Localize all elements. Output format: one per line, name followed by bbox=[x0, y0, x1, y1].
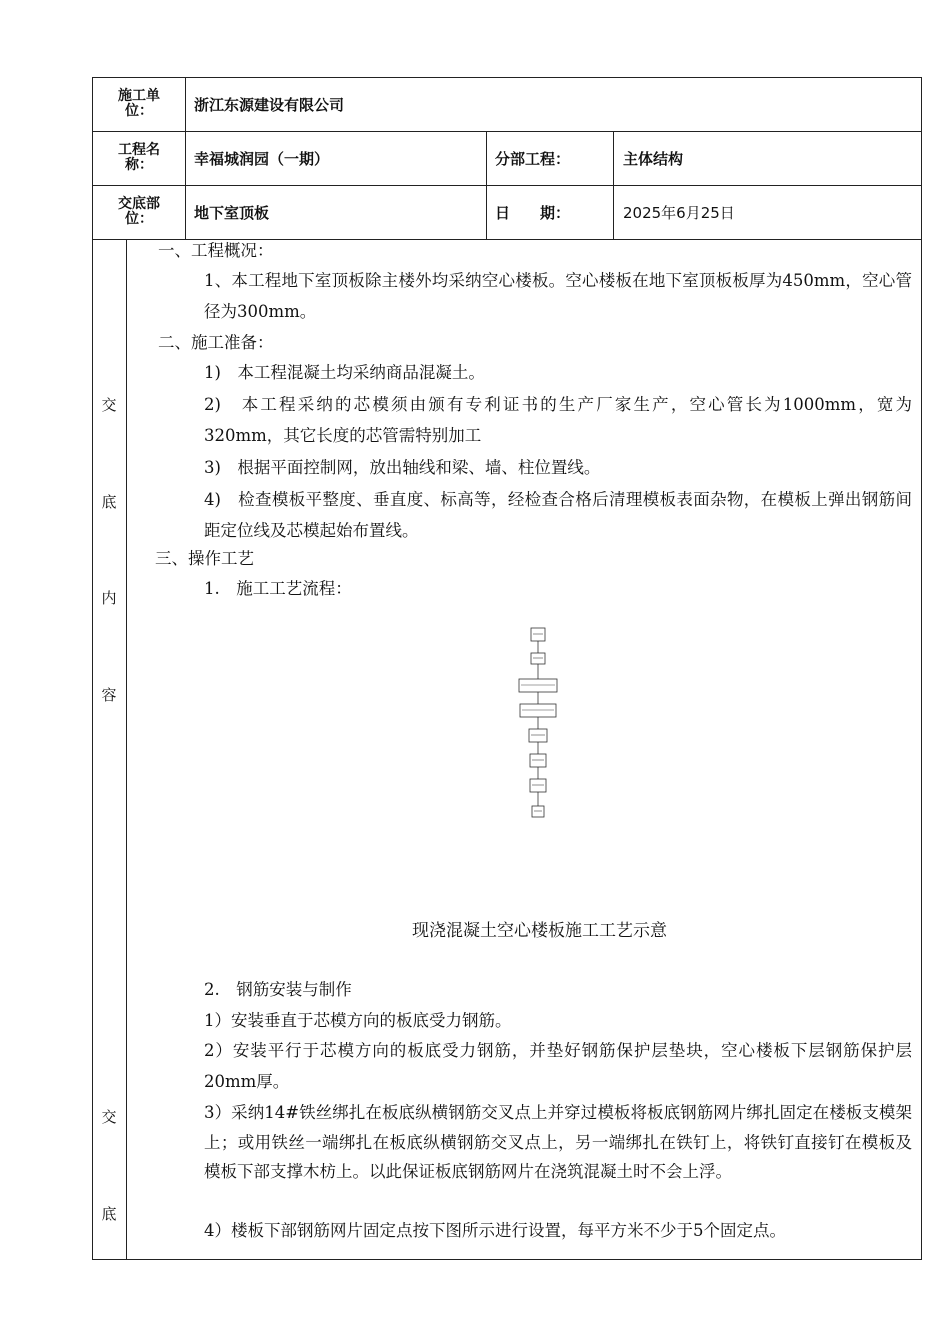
list-item: 2）安装平行于芯模方向的板底受力钢筋，并垫好钢筋保护层垫块，空心楼板下层钢筋保护层20mm厚。 bbox=[204, 1041, 912, 1091]
section-title: 三、操作工艺 bbox=[155, 549, 254, 568]
section-title: 二、施工准备： bbox=[158, 333, 274, 352]
list-item: 3) 根据平面控制网，放出轴线和梁、墙、柱位置线。 bbox=[204, 458, 601, 477]
list-item: 4）楼板下部钢筋网片固定点按下图所示进行设置，每平方米不少于5个固定点。 bbox=[204, 1221, 786, 1240]
side-label: 交 bbox=[101, 396, 117, 414]
project-value: 幸福城润园（一期） bbox=[194, 149, 330, 168]
division-value: 主体结构 bbox=[623, 149, 684, 168]
list-item: 3）采纳14#铁丝绑扎在板底纵横钢筋交叉点上并穿过模板将板底钢筋网片绑扎固定在楼板支模架上；或用铁丝一端绑扎在板底纵横钢筋交叉点上，另一端绑扎在铁钉上，将铁钉直接钉在模板及模板下部支撑木枋上。以此保证板底钢筋网片在浇筑混凝土时不会上浮。 bbox=[204, 1103, 912, 1181]
project-label: 工程名称： bbox=[118, 142, 160, 173]
side-label: 内 bbox=[101, 589, 117, 607]
flowchart-caption: 现浇混凝土空心楼板施工工艺示意 bbox=[412, 921, 667, 941]
paragraph: 1、本工程地下室顶板除主楼外均采纳空心楼板。空心楼板在地下室顶板板厚为450mm，空心管径为300mm。 bbox=[204, 271, 912, 321]
date-value: 2025年6月25日 bbox=[623, 203, 735, 222]
side-label: 容 bbox=[101, 686, 117, 704]
date-label: 日 期： bbox=[495, 203, 571, 222]
part-label: 交底部位： bbox=[118, 196, 160, 227]
unit-value: 浙江东源建设有限公司 bbox=[194, 95, 345, 114]
list-item: 1) 本工程混凝土均采纳商品混凝土。 bbox=[204, 363, 485, 382]
list-item: 2) 本工程采纳的芯模须由颁有专利证书的生产厂家生产，空心管长为1000mm，宽为320mm，其它长度的芯管需特别加工 bbox=[204, 395, 912, 445]
unit-label: 施工单位： bbox=[118, 88, 160, 119]
list-item: 4) 检查模板平整度、垂直度、标高等，经检查合格后清理模板表面杂物，在模板上弹出钢筋间距定位线及芯模起始布置线。 bbox=[204, 490, 912, 540]
side-label: 交 bbox=[101, 1108, 117, 1126]
side-label: 底 bbox=[101, 493, 117, 511]
list-item: 2. 钢筋安装与制作 bbox=[204, 980, 352, 999]
list-item: 1. 施工工艺流程： bbox=[204, 579, 352, 598]
list-item: 1）安装垂直于芯模方向的板底受力钢筋。 bbox=[204, 1011, 512, 1030]
section-title: 一、工程概况： bbox=[158, 241, 274, 260]
side-label: 底 bbox=[101, 1205, 117, 1223]
division-label: 分部工程： bbox=[495, 149, 571, 168]
part-value: 地下室顶板 bbox=[194, 203, 270, 222]
